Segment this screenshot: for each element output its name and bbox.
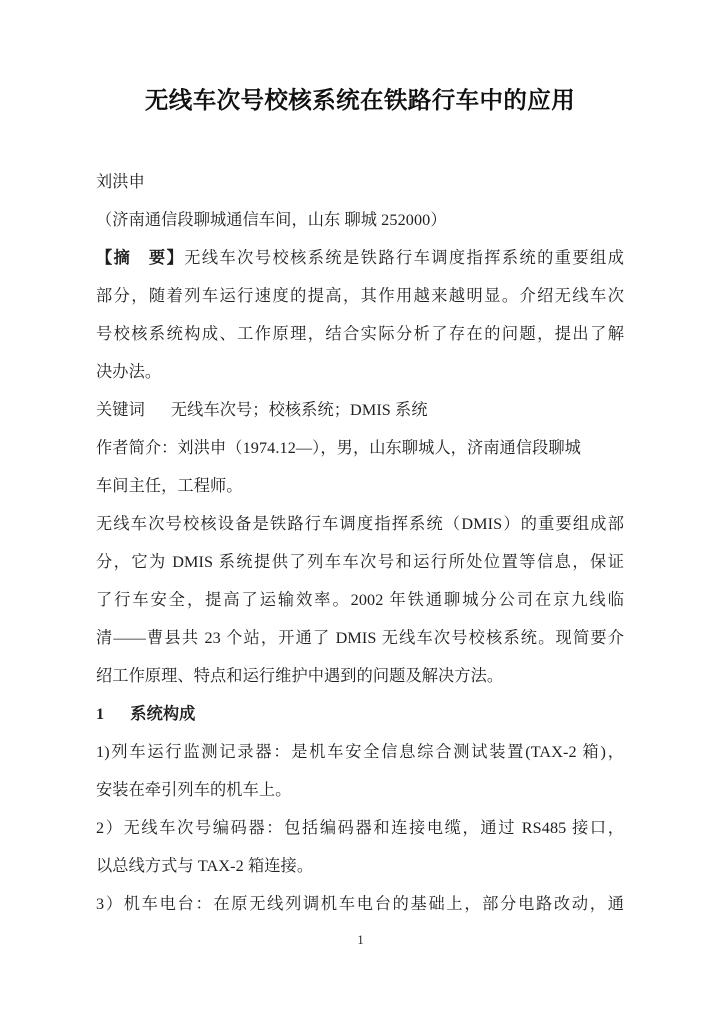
abstract-line-4: 决办法。 xyxy=(96,363,162,381)
section-title: 系统构成 xyxy=(130,705,196,723)
body-line-4: 清——曹县共 23 个站，开通了 DMIS 无线车次号校核系统。现简要介 xyxy=(96,629,624,647)
body-line-3: 了行车安全，提高了运输效率。2002 年铁通聊城分公司在京九线临 xyxy=(96,591,624,609)
author-bio-line-1: 作者简介：刘洪申（1974.12—），男，山东聊城人，济南通信段聊城 xyxy=(96,439,581,457)
list-item: 1)列车运行监测记录器：是机车安全信息综合测试装置(TAX-2 箱)， xyxy=(96,743,624,761)
body-line-2: 分，它为 DMIS 系统提供了列车车次号和运行所处位置等信息，保证 xyxy=(96,553,624,571)
section-number: 1 xyxy=(96,705,105,723)
author-affiliation: （济南通信段聊城通信车间，山东 聊城 252000） xyxy=(96,211,447,229)
body-line-5: 绍工作原理、特点和运行维护中遇到的问题及解决方法。 xyxy=(96,667,504,685)
keywords-label: 关键词 xyxy=(96,401,145,419)
abstract-line-1 xyxy=(96,248,624,268)
abstract-line-2: 部分，随着列车运行速度的提高，其作用越来越明显。介绍无线车次 xyxy=(96,287,624,305)
list-item: 3）机车电台：在原无线列调机车电台的基础上，部分电路改动，通 xyxy=(96,895,624,913)
section-heading xyxy=(96,704,624,724)
abstract-text-1: 无线车次号校核系统是铁路行车调度指挥系统的重要组成 xyxy=(184,249,625,267)
body-line-1: 无线车次号校核设备是铁路行车调度指挥系统（DMIS）的重要组成部 xyxy=(96,515,624,533)
list-item: 以总线方式与 TAX-2 箱连接。 xyxy=(96,857,314,875)
abstract-line-3: 号校核系统构成、工作原理，结合实际分析了存在的问题，提出了解 xyxy=(96,325,624,343)
author-name: 刘洪申 xyxy=(96,173,145,191)
keywords-value: 无线车次号；校核系统；DMIS 系统 xyxy=(170,401,428,419)
page-title: 无线车次号校核系统在铁路行车中的应用 xyxy=(144,88,576,114)
list-item: 安装在牵引列车的机车上。 xyxy=(96,781,292,799)
list-item: 2）无线车次号编码器：包括编码器和连接电缆，通过 RS485 接口， xyxy=(96,819,624,837)
keywords-line xyxy=(96,400,624,420)
page-number: 1 xyxy=(357,932,364,947)
author-bio-line-2: 车间主任，工程师。 xyxy=(96,477,243,495)
abstract-label: 【摘 要】 xyxy=(96,249,185,267)
